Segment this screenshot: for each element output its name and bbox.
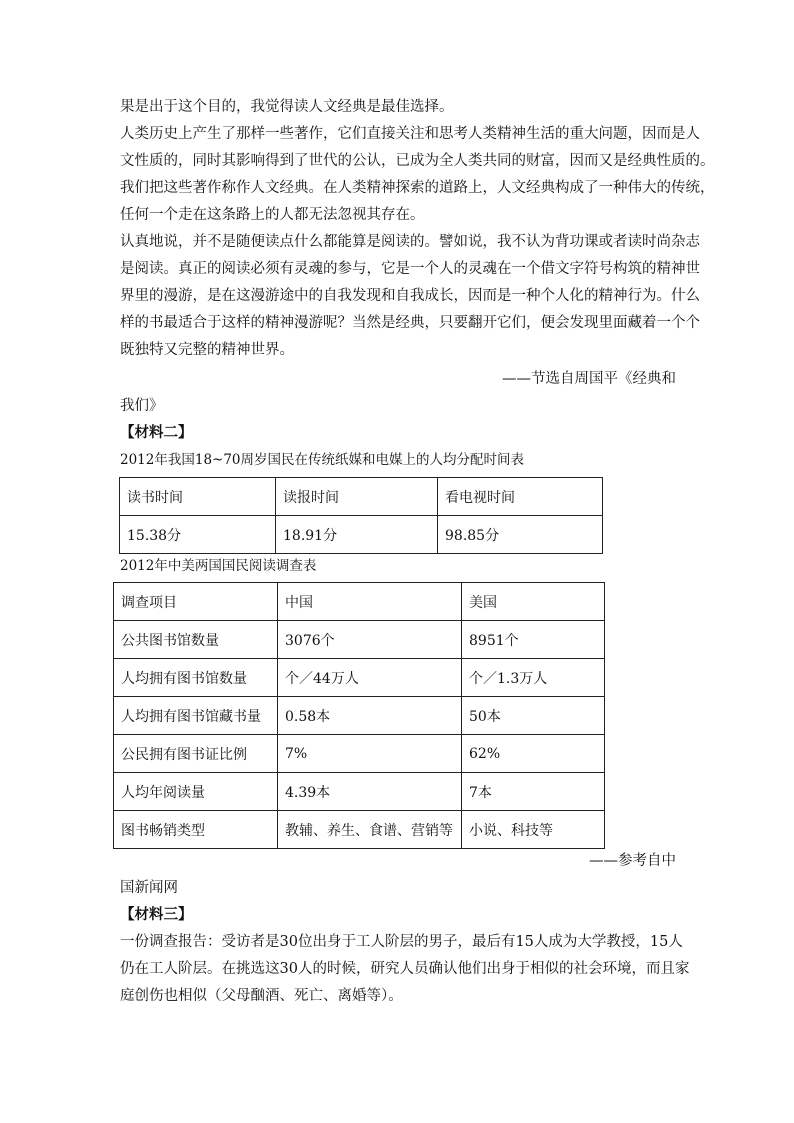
paragraph-line: 样的书最适合于这样的精神漫游呢？当然是经典，只要翻开它们，便会发现里面藏着一个个 [120, 315, 700, 331]
material-three-heading: 【材料三】 [120, 906, 193, 923]
paragraph-line: 人类历史上产生了那样一些著作，它们直接关注和思考人类精神生活的重大问题，因而是人 [120, 126, 700, 142]
table-header-cell: 读报时间 [276, 478, 438, 516]
source-citation: ——参考自中 [589, 853, 676, 869]
paragraph-line: 一份调查报告：受访者是30位出身于工人阶层的男子，最后有15人成为大学教授，15人 [120, 934, 683, 950]
table-cell: 0.58本 [278, 697, 462, 735]
table-row [114, 697, 605, 735]
paragraph-line: 我们把这些著作称作人文经典。在人类精神探索的道路上，人文经典构成了一种伟大的传统， [120, 180, 715, 196]
source-citation-continued: 我们》 [120, 398, 164, 414]
reading-survey-table [113, 582, 605, 849]
table-cell: 4.39本 [278, 773, 462, 811]
material-two-heading: 【材料二】 [120, 424, 193, 441]
paragraph-line: 界里的漫游，是在这漫游途中的自我发现和自我成长，因而是一种个人化的精神行为。什么 [120, 288, 700, 304]
table-cell: 小说、科技等 [462, 811, 605, 849]
table-cell: 图书畅销类型 [114, 811, 278, 849]
table-cell: 50本 [462, 697, 605, 735]
table-cell: 7% [278, 735, 462, 773]
table-cell: 7本 [462, 773, 605, 811]
table-row [114, 659, 605, 697]
table-row [114, 735, 605, 773]
paragraph-line: 是阅读。真正的阅读必须有灵魂的参与，它是一个人的灵魂在一个借文字符号构筑的精神世 [120, 261, 700, 277]
paragraph-line: 文性质的，同时其影响得到了世代的公认，已成为全人类共同的财富，因而又是经典性质的。 [120, 153, 715, 169]
table-row [114, 583, 605, 621]
table-cell: 18.91分 [276, 516, 438, 554]
paragraph-line: 任何一个走在这条路上的人都无法忽视其存在。 [120, 207, 425, 223]
table-cell: 15.38分 [120, 516, 276, 554]
paragraph-line: 庭创伤也相似（父母酗酒、死亡、离婚等）。 [120, 988, 403, 1004]
paragraph-line: 果是出于这个目的，我觉得读人文经典是最佳选择。 [120, 99, 454, 115]
table-row [120, 516, 603, 554]
table-cell: 个／44万人 [278, 659, 462, 697]
table-cell: 个／1.3万人 [462, 659, 605, 697]
source-citation-continued: 国新闻网 [120, 880, 178, 896]
paragraph-line: 既独特又完整的精神世界。 [120, 342, 294, 358]
table-row [114, 773, 605, 811]
table-header-cell: 看电视时间 [438, 478, 603, 516]
table-header-cell: 读书时间 [120, 478, 276, 516]
table-cell: 公民拥有图书证比例 [114, 735, 278, 773]
table-two-caption: 2012年中美两国国民阅读调查表 [120, 558, 317, 574]
table-header-cell: 中国 [278, 583, 462, 621]
source-citation: ——节选自周国平《经典和 [502, 371, 676, 387]
table-one-caption: 2012年我国18~70周岁国民在传统纸媒和电媒上的人均分配时间表 [120, 452, 525, 468]
table-cell: 3076个 [278, 621, 462, 659]
table-cell: 人均拥有图书馆藏书量 [114, 697, 278, 735]
table-cell: 人均年阅读量 [114, 773, 278, 811]
table-row [120, 478, 603, 516]
table-cell: 62% [462, 735, 605, 773]
table-header-cell: 美国 [462, 583, 605, 621]
time-allocation-table [119, 477, 603, 554]
table-cell: 8951个 [462, 621, 605, 659]
paragraph-line: 仍在工人阶层。在挑选这30人的时候，研究人员确认他们出身于相似的社会环境，而且家 [120, 961, 690, 977]
table-cell: 98.85分 [438, 516, 603, 554]
table-row [114, 621, 605, 659]
paragraph-line: 认真地说，并不是随便读点什么都能算是阅读的。譬如说，我不认为背功课或者读时尚杂志 [120, 234, 700, 250]
table-cell: 教辅、养生、食谱、营销等 [278, 811, 462, 849]
table-cell: 公共图书馆数量 [114, 621, 278, 659]
table-row [114, 811, 605, 849]
table-header-cell: 调查项目 [114, 583, 278, 621]
table-cell: 人均拥有图书馆数量 [114, 659, 278, 697]
